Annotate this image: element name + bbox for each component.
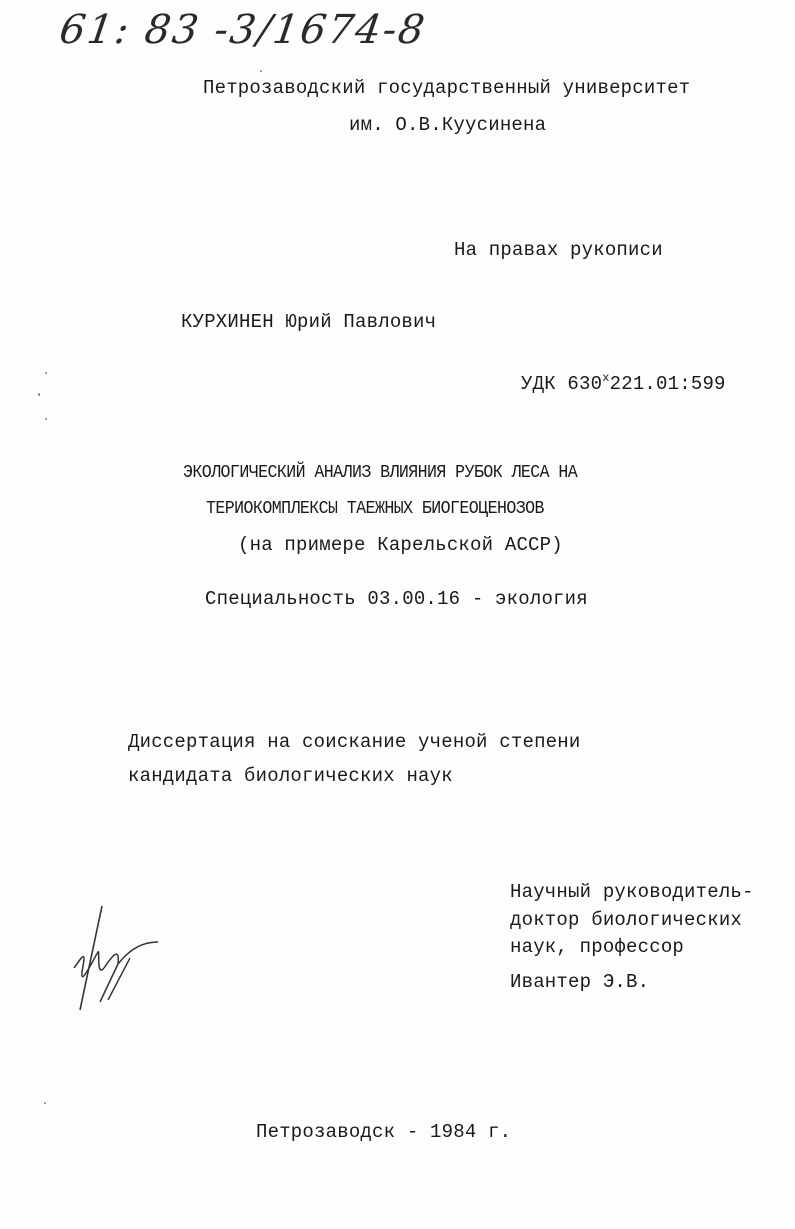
signature-icon	[60, 898, 170, 1018]
scan-speck	[44, 1102, 46, 1104]
scan-speck	[260, 70, 262, 72]
udc-prefix: УДК 630	[521, 373, 603, 395]
degree-line1: Диссертация на соискание ученой степени	[128, 731, 581, 753]
udc-suffix: 221.01:599	[609, 373, 726, 395]
supervisor-rank: наук, профессор	[510, 936, 685, 958]
thesis-title-line2: ТЕРИОКОМПЛЕКСЫ ТАЕЖНЫХ БИОГЕОЦЕНОЗОВ	[206, 499, 544, 519]
university-named-after: им. О.В.Куусинена	[349, 114, 547, 136]
author-name: КУРХИНЕН Юрий Павлович	[181, 311, 437, 333]
supervisor-degree: доктор биологических	[510, 909, 743, 931]
degree-line2: кандидата биологических наук	[128, 765, 453, 787]
udc-superscript: x	[602, 371, 610, 385]
udc-code	[521, 372, 726, 396]
scan-speck	[45, 372, 47, 374]
scan-speck	[45, 418, 47, 420]
supervisor-title: Научный руководитель-	[510, 881, 754, 903]
specialty: Специальность 03.00.16 - экология	[205, 588, 588, 610]
publication-place-year: Петрозаводск - 1984 г.	[256, 1121, 512, 1143]
manuscript-rights: На правах рукописи	[454, 239, 663, 261]
supervisor-name: Ивантер Э.В.	[510, 971, 650, 993]
thesis-title-line1: ЭКОЛОГИЧЕСКИЙ АНАЛИЗ ВЛИЯНИЯ РУБОК ЛЕСА НА	[183, 463, 578, 483]
scan-speck	[38, 393, 40, 396]
archive-mark: 61: 83 -3/1674-8	[56, 7, 430, 53]
university-name: Петрозаводский государственный университет	[203, 77, 691, 99]
thesis-title-subtitle: (на примере Карельской АССР)	[238, 534, 563, 556]
